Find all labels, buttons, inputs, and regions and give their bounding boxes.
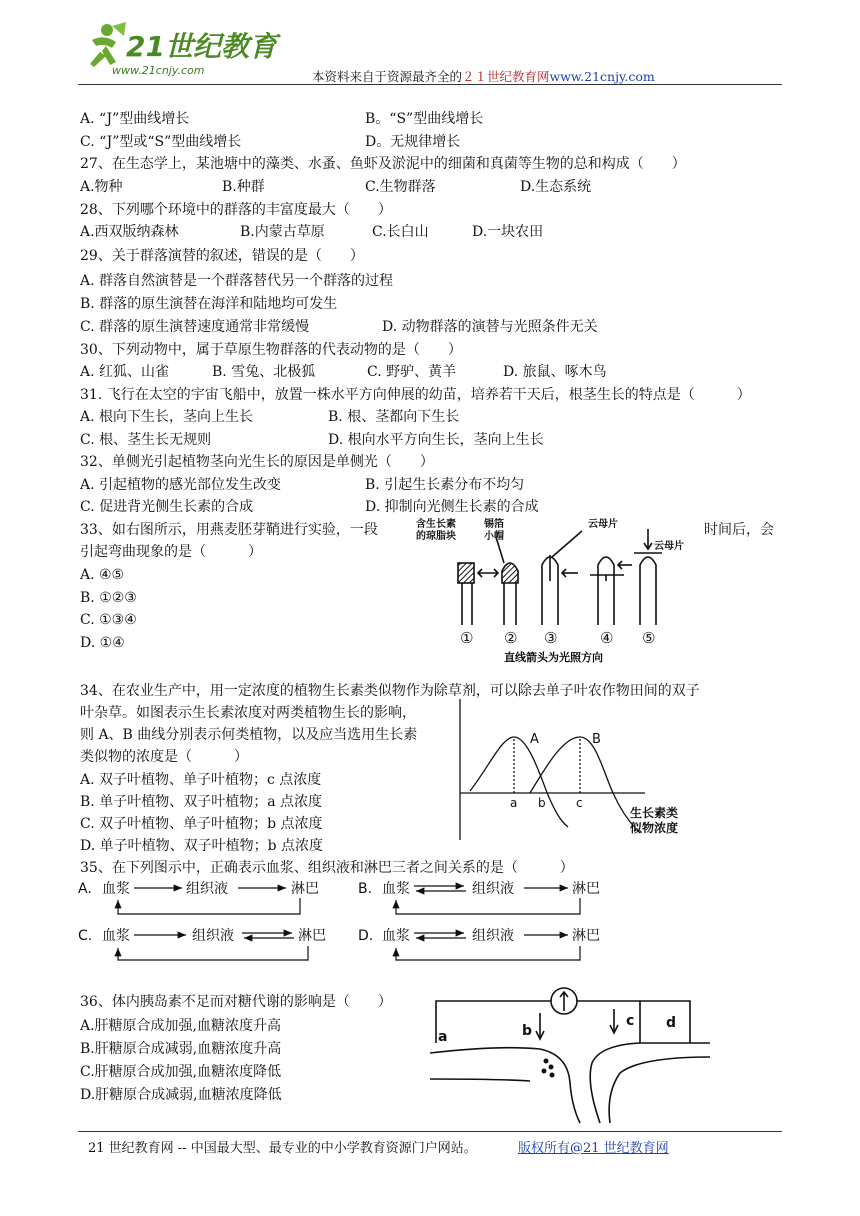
- point-c-label: c: [576, 796, 583, 810]
- curve-b-label: B: [592, 732, 601, 747]
- q33-stem-line2: 引起弯曲现象的是（ ）: [80, 544, 262, 560]
- node-plasma: 血浆: [102, 881, 130, 897]
- q30-option: B. 雪兔、北极狐: [212, 364, 316, 380]
- q31-option-d: D. 根向水平方向生长，茎向上生长: [328, 432, 544, 448]
- q32-option-b: B. 引起生长素分布不均匀: [365, 477, 525, 493]
- q36-stem: 36、体内胰岛素不足而对糖代谢的影响是（ ）: [80, 994, 392, 1010]
- q33-stem-part2: 时间后，会: [704, 522, 774, 538]
- figure-number: ⑤: [642, 629, 656, 647]
- option-d-letter: D.: [358, 928, 374, 944]
- label-a: a: [438, 1029, 448, 1045]
- x-axis-label: 似物浓度: [630, 821, 679, 835]
- point-a-label: a: [510, 796, 518, 810]
- figure-number: ④: [600, 629, 614, 647]
- q31-option-b: B. 根、茎都向下生长: [328, 409, 460, 425]
- q29-option-d: D. 动物群落的演替与光照条件无关: [382, 319, 598, 335]
- q31-option-a: A. 根向下生长，茎向上生长: [80, 409, 254, 425]
- q32-stem: 32、单侧光引起植物茎向光生长的原因是单侧光（ ）: [80, 454, 434, 470]
- q28-option: A.西双版纳森林: [80, 224, 179, 240]
- figure-caption: 直线箭头为光照方向: [504, 651, 603, 664]
- q27-option: A.物种: [80, 179, 123, 195]
- q31-stem: 31. 飞行在太空的宇宙飞船中，放置一株水平方向伸展的幼苗，培养若干天后，根茎生长的特点是（ ）: [80, 387, 751, 403]
- q28-stem: 28、下列哪个环境中的群落的丰富度最大（ ）: [80, 202, 392, 218]
- node-tissue-fluid: 组织液: [472, 928, 514, 944]
- label-d: d: [666, 1015, 677, 1031]
- footer-text: 21 世纪教育网 -- 中国最大型、最专业的中小学教育资源门户网站。: [88, 1141, 477, 1156]
- q35-stem: 35、在下列图示中，正确表示血浆、组织液和淋巴三者之间关系的是（ ）: [80, 860, 574, 876]
- option-b-letter: B.: [358, 881, 373, 897]
- node-tissue-fluid: 组织液: [472, 881, 514, 897]
- q28-option: B.内蒙古草原: [240, 224, 325, 240]
- coleoptile-experiment-figure: [412, 515, 702, 665]
- q34-stem-line2: 叶杂草。如图表示生长素浓度对两类植物生长的影响，: [80, 705, 416, 721]
- q34-stem-line3: 则 A、B 曲线分别表示何类植物，以及应当选用生长素: [80, 727, 418, 743]
- auxin-response-chart: [440, 695, 720, 845]
- q28-option: D.一块农田: [472, 224, 544, 240]
- node-plasma: 血浆: [382, 928, 410, 944]
- header-divider: [78, 84, 782, 85]
- q29-option-b: B. 群落的原生演替在海洋和陆地均可发生: [80, 296, 338, 312]
- foil-cap-label: 锡箔: [484, 519, 504, 530]
- q34-option-b: B. 单子叶植物、双子叶植物；a 点浓度: [80, 794, 322, 810]
- q34-option-c: C. 双子叶植物、单子叶植物；b 点浓度: [80, 816, 323, 832]
- q26-option-d: D。无规律增长: [365, 134, 461, 150]
- footer-divider: [78, 1131, 782, 1132]
- footer-copyright-link[interactable]: 版权所有@21 世纪教育网: [518, 1141, 669, 1156]
- curve-a: [470, 737, 568, 827]
- agar-block-label: 的琼脂块: [416, 531, 456, 542]
- q30-option: D. 旅鼠、啄木鸟: [503, 364, 607, 380]
- label-b: b: [522, 1023, 533, 1039]
- q36-option-c: C.肝糖原合成加强,血糖浓度降低: [80, 1064, 282, 1080]
- q30-option: C. 野驴、黄羊: [367, 364, 457, 380]
- q36-option-b: B.肝糖原合成减弱,血糖浓度升高: [80, 1041, 282, 1057]
- q34-option-d: D. 单子叶植物、双子叶植物；b 点浓度: [80, 838, 324, 854]
- q30-stem: 30、下列动物中，属于草原生物群落的代表动物的是（ ）: [80, 342, 462, 358]
- site-logo: [82, 18, 282, 82]
- q33-option: A. ④⑤: [80, 567, 125, 583]
- figure-number: ③: [544, 629, 558, 647]
- q31-option-c: C. 根、茎生长无规则: [80, 432, 212, 448]
- node-tissue-fluid: 组织液: [186, 881, 228, 897]
- q33-option: D. ①④: [80, 635, 125, 651]
- q29-stem: 29、关于群落演替的叙述，错误的是（ ）: [80, 248, 364, 264]
- option-c-letter: C.: [78, 928, 93, 944]
- fluid-relationship-diagrams: [78, 878, 638, 968]
- node-lymph: 淋巴: [291, 881, 319, 897]
- figure-number: ②: [504, 629, 518, 647]
- foil-cap-label: 小帽: [484, 531, 504, 542]
- q32-option-c: C. 促进背光侧生长素的合成: [80, 499, 254, 515]
- q33-option: C. ①③④: [80, 612, 137, 628]
- node-lymph: 淋巴: [572, 928, 600, 944]
- x-axis-label: 生长素类: [630, 806, 679, 820]
- agar-block-label: 含生长素: [416, 519, 456, 530]
- curve-a-label: A: [530, 732, 539, 747]
- q27-stem: 27、在生态学上，某池塘中的藻类、水蚤、鱼虾及淤泥中的细菌和真菌等生物的总和构成（ ）: [80, 156, 686, 172]
- q27-option: C.生物群落: [365, 179, 436, 195]
- q28-option: C.长白山: [372, 224, 429, 240]
- q32-option-a: A. 引起植物的感光部位发生改变: [80, 477, 282, 493]
- node-plasma: 血浆: [382, 881, 410, 897]
- q26-option-b: B。“S”型曲线增长: [365, 111, 484, 127]
- q30-option: A. 红狐、山雀: [80, 364, 170, 380]
- q34-stem-line4: 类似物的浓度是（ ）: [80, 749, 248, 765]
- q36-option-d: D.肝糖原合成减弱,血糖浓度降低: [80, 1087, 282, 1103]
- node-lymph: 淋巴: [298, 928, 326, 944]
- point-b-label: b: [538, 796, 546, 810]
- mica-label: 云母片: [588, 519, 618, 530]
- q27-option: B.种群: [222, 179, 265, 195]
- synapse-figure: [430, 983, 730, 1128]
- node-tissue-fluid: 组织液: [192, 928, 234, 944]
- q26-option-a: A. “J”型曲线增长: [80, 111, 190, 127]
- q36-option-a: A.肝糖原合成加强,血糖浓度升高: [80, 1018, 282, 1034]
- q27-option: D.生态系统: [520, 179, 592, 195]
- logo-text: 21世纪教育: [126, 30, 277, 63]
- q34-stem-line1: 34、在农业生产中，用一定浓度的植物生长素类似物作为除草剂，可以除去单子叶农作物田间的双子: [80, 683, 700, 699]
- node-plasma: 血浆: [102, 928, 130, 944]
- header-note: 本资料来自于资源最齐全的２１世纪教育网www.21cnjy.com: [312, 69, 655, 84]
- q29-option-a: A. 群落自然演替是一个群落替代另一个群落的过程: [80, 273, 394, 289]
- logo-subtext: www.21cnjy.com: [112, 64, 205, 77]
- figure-number: ①: [460, 629, 474, 647]
- q34-option-a: A. 双子叶植物、单子叶植物；c 点浓度: [80, 772, 322, 788]
- option-a-letter: A.: [78, 881, 92, 897]
- node-lymph: 淋巴: [572, 881, 600, 897]
- q33-stem-part1: 33、如右图所示，用燕麦胚芽鞘进行实验，一段: [80, 522, 378, 538]
- label-c: c: [626, 1013, 635, 1029]
- q26-option-c: C. “J”型或“S”型曲线增长: [80, 134, 242, 150]
- q32-option-d: D. 抑制向光侧生长素的合成: [365, 499, 539, 515]
- q29-option-c: C. 群落的原生演替速度通常非常缓慢: [80, 319, 310, 335]
- mica-label: 云母片: [654, 541, 684, 552]
- curve-b: [530, 737, 640, 833]
- q33-option: B. ①②③: [80, 590, 137, 606]
